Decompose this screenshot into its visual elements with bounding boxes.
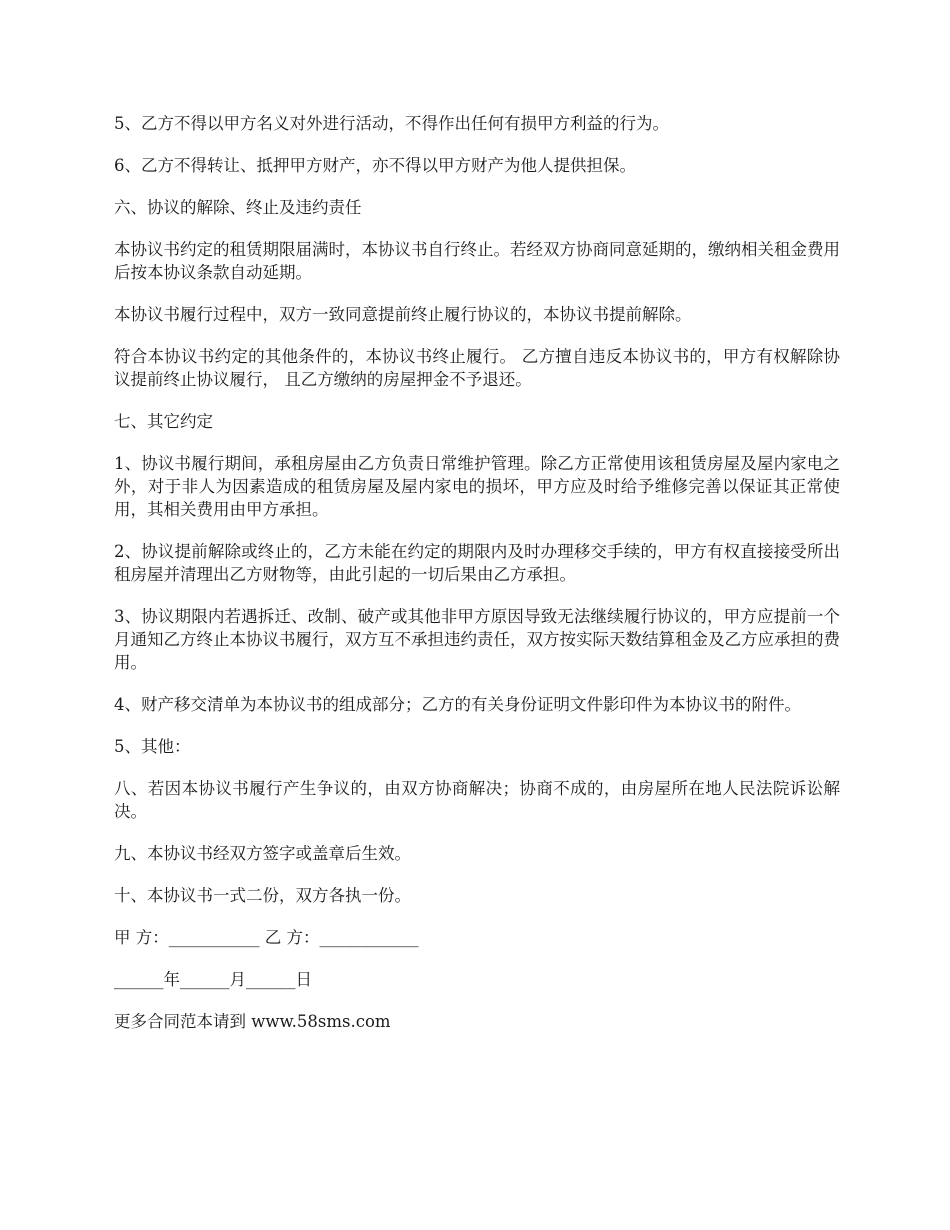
other-terms-item-2: 2、协议提前解除或终止的，乙方未能在约定的期限内及时办理移交手续的，甲方有权直接接受所出租房屋并清理出乙方财物等，由此引起的一切后果由乙方承担。 xyxy=(114,542,840,584)
section-heading-other-terms: 七、其它约定 xyxy=(114,412,213,431)
section-10-copies: 十、本协议书一式二份，双方各执一份。 xyxy=(114,886,411,905)
other-terms-item-3: 3、协议期限内若遇拆迁、改制、破产或其他非甲方原因导致无法继续履行协议的，甲方应提前一个月通知乙方终止本协议书履行，双方互不承担违约责任，双方按实际天数结算租金及乙方应承担的费用。 xyxy=(114,607,840,672)
other-terms-item-5: 5、其他： xyxy=(114,737,191,756)
termination-mutual-paragraph: 本协议书履行过程中，双方一致同意提前终止履行协议的，本协议书提前解除。 xyxy=(114,305,692,324)
section-8-dispute: 八、若因本协议书履行产生争议的，由双方协商解决；协商不成的，由房屋所在地人民法院诉讼解决。 xyxy=(114,779,840,821)
footer-more-templates: 更多合同范本请到 www.58sms.com xyxy=(114,1012,391,1031)
other-terms-item-1: 1、协议书履行期间，承租房屋由乙方负责日常维护管理。除乙方正常使用该租赁房屋及屋内家电之外，对于非人为因素造成的租赁房屋及屋内家电的损坏，甲方应及时给予维修完善以保证其正常使用，其相关费用由甲方承担。 xyxy=(114,454,840,519)
section-heading-termination: 六、协议的解除、终止及违约责任 xyxy=(114,198,362,217)
signature-line: 甲 方：___________ 乙 方：____________ xyxy=(114,928,419,947)
termination-expiry-paragraph: 本协议书约定的租赁期限届满时，本协议书自行终止。若经双方协商同意延期的，缴纳相关租金费用后按本协议条款自动延期。 xyxy=(114,240,840,282)
section-9-effective: 九、本协议书经双方签字或盖章后生效。 xyxy=(114,844,411,863)
date-line: ______年______月______日 xyxy=(114,970,312,989)
document-page xyxy=(114,112,840,1052)
clause-6-no-transfer: 6、乙方不得转让、抵押甲方财产，亦不得以甲方财产为他人提供担保。 xyxy=(114,156,636,175)
clause-5-no-acting-in-name: 5、乙方不得以甲方名义对外进行活动，不得作出任何有损甲方利益的行为。 xyxy=(114,114,669,133)
termination-breach-paragraph: 符合本协议书约定的其他条件的，本协议书终止履行。 乙方擅自违反本协议书的，甲方有权解除协议提前终止协议履行， 且乙方缴纳的房屋押金不予退还。 xyxy=(114,347,840,389)
other-terms-item-4: 4、财产移交清单为本协议书的组成部分；乙方的有关身份证明文件影印件为本协议书的附件。 xyxy=(114,695,801,714)
